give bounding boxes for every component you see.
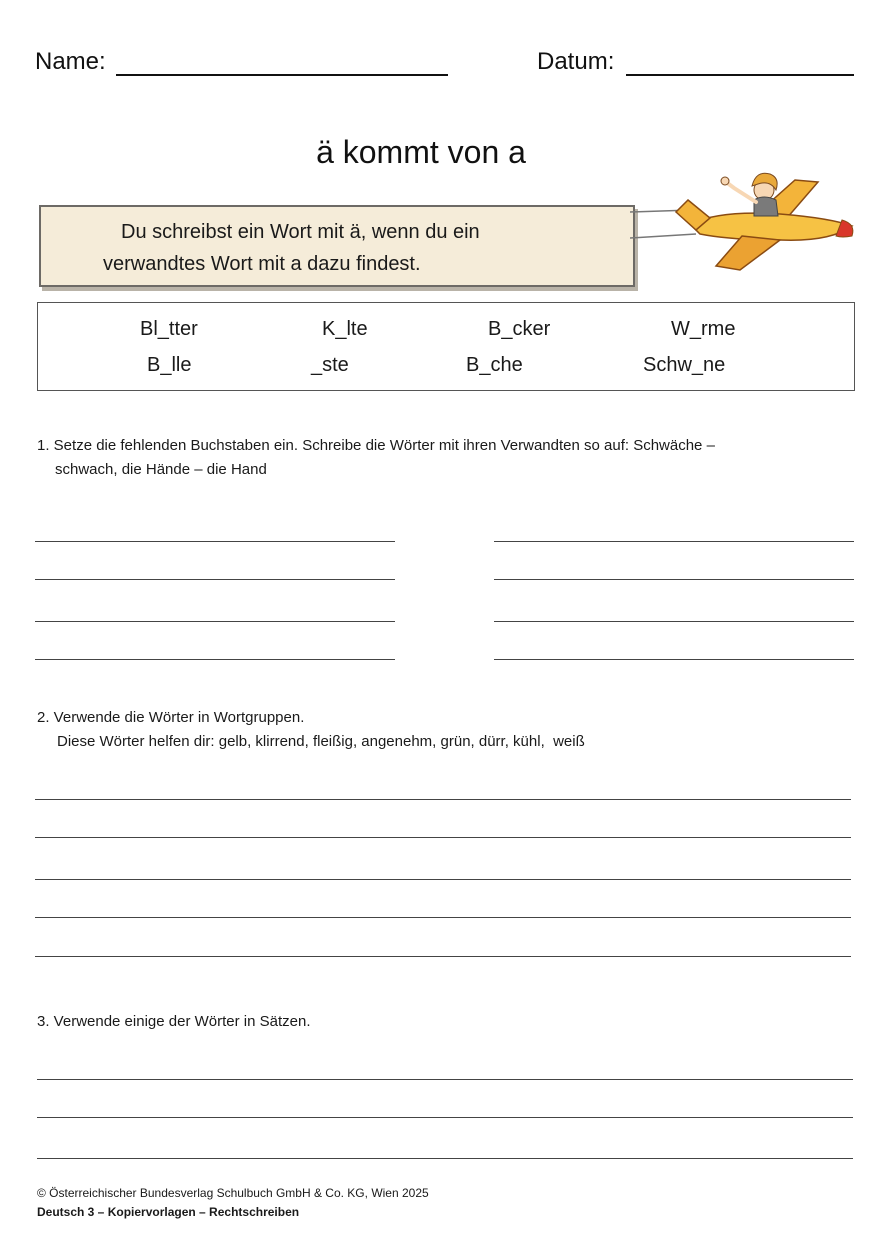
name-field-line[interactable]: [116, 74, 448, 76]
word-item: Bl_tter: [140, 318, 198, 340]
writing-line[interactable]: [35, 879, 851, 880]
word-item: B_che: [466, 354, 523, 376]
writing-line[interactable]: [35, 917, 851, 918]
writing-line[interactable]: [35, 541, 395, 542]
word-item: K_lte: [322, 318, 368, 340]
rule-line-1: Du schreibst ein Wort mit ä, wenn du ein: [121, 221, 480, 243]
rule-box: [39, 205, 635, 287]
word-item: B_lle: [147, 354, 192, 376]
footer-series: Deutsch 3 – Kopiervorlagen – Rechtschreiben: [37, 1205, 300, 1219]
footer-copyright: © Österreichischer Bundesverlag Schulbuch GmbH & Co. KG, Wien 2025: [37, 1186, 429, 1200]
writing-line[interactable]: [35, 837, 851, 838]
writing-line[interactable]: [494, 659, 854, 660]
writing-line[interactable]: [35, 956, 851, 957]
airplane-pilot-icon: [630, 160, 862, 280]
word-box: [37, 302, 855, 391]
writing-line[interactable]: [35, 799, 851, 800]
rule-line-2: verwandtes Wort mit a dazu findest.: [103, 253, 421, 275]
writing-line[interactable]: [35, 621, 395, 622]
writing-line[interactable]: [494, 541, 854, 542]
writing-line[interactable]: [494, 621, 854, 622]
task-2-helper-words: Diese Wörter helfen dir: gelb, klirrend, fleißig, angenehm, grün, dürr, kühl, weiß: [57, 733, 585, 750]
task-1-instruction: 1. Setze die fehlenden Buchstaben ein. Schreibe die Wörter mit ihren Verwandten so auf: Schwäche –: [37, 437, 715, 454]
name-label: Name:: [35, 48, 106, 75]
tow-line-bottom-icon: [630, 234, 696, 238]
writing-line[interactable]: [494, 579, 854, 580]
writing-line[interactable]: [35, 579, 395, 580]
writing-line[interactable]: [37, 1079, 853, 1080]
date-label: Datum:: [537, 48, 615, 75]
date-field-line[interactable]: [626, 74, 854, 76]
word-item: B_cker: [488, 318, 551, 340]
task-3-instruction: 3. Verwende einige der Wörter in Sätzen.: [37, 1013, 311, 1030]
word-item: _ste: [311, 354, 349, 376]
page-title: ä kommt von a: [316, 134, 526, 170]
writing-line[interactable]: [37, 1158, 853, 1159]
word-item: Schw_ne: [643, 354, 726, 376]
word-item: W_rme: [671, 318, 736, 340]
writing-line[interactable]: [37, 1117, 853, 1118]
writing-line[interactable]: [35, 659, 395, 660]
task-1-example: schwach, die Hände – die Hand: [55, 461, 267, 478]
task-2-instruction: 2. Verwende die Wörter in Wortgruppen.: [37, 709, 305, 726]
